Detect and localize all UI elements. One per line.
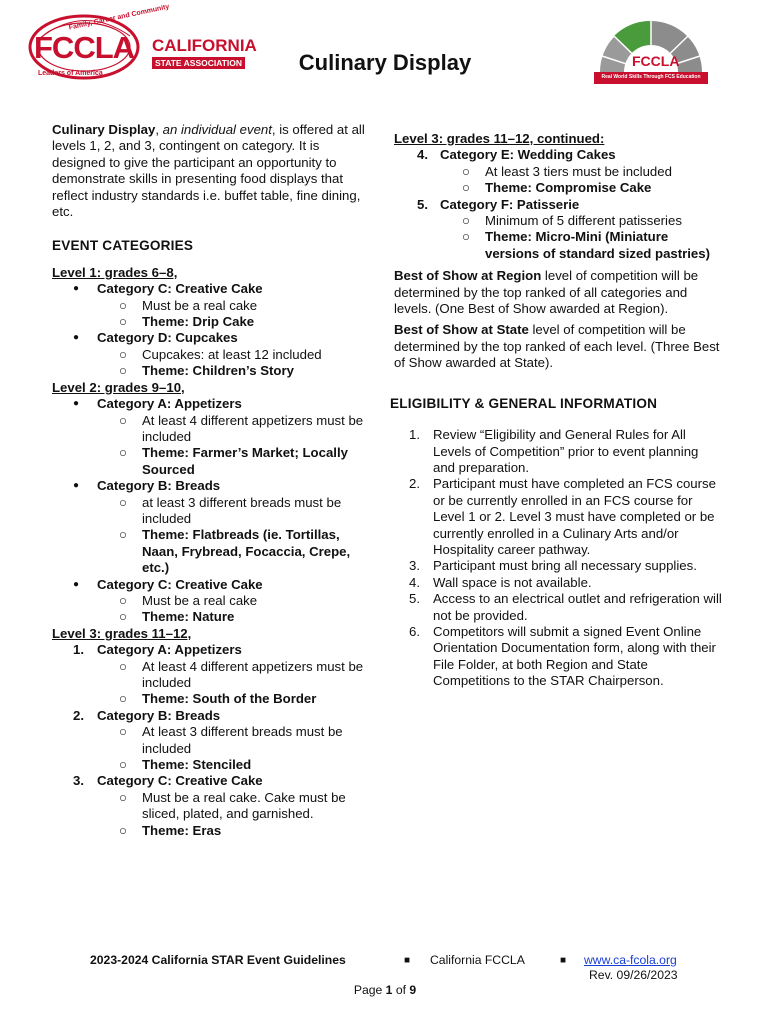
theme-item [394,229,724,262]
circle-bullet-icon: ○ [119,658,127,674]
requirement-item [394,164,724,180]
level3-list [52,642,370,839]
theme-item [52,527,370,576]
sub-item-text: Theme: Compromise Cake [485,180,652,196]
circle-bullet-icon: ○ [119,724,127,740]
sub-item-text: Theme: Children’s Story [142,363,294,379]
category-item [52,642,370,658]
best-region-paragraph [394,268,724,317]
best-region-rest: level of competition will be determined by the top ranked of all categories and levels. (One Best of Show awarded at Region). [394,268,699,317]
category-number: 3. [73,773,84,789]
level3-heading: Level 3: grades 11–12, [52,625,192,641]
category-label: Category C: Creative Cake [97,576,263,592]
category-item [52,773,370,789]
bullet-icon: ● [73,332,80,344]
requirement-item [52,593,370,609]
circle-bullet-icon: ○ [119,789,127,805]
category-label: Category A: Appetizers [97,642,242,658]
logo-acronym: FCCLA [34,30,135,65]
requirement-item [52,495,370,528]
footer-square-icon: ■ [404,955,411,966]
theme-item [52,691,370,707]
circle-bullet-icon: ○ [119,592,127,608]
right-logo-name: FCCLA [632,53,680,69]
eligibility-text: Participant must have completed an FCS course or be currently enrolled in an FCS course for Level 1 or 2. Level 3 must have completed or be currently enrolled in a Culinary Arts and/or Hospitality career pathway. [433,476,716,557]
category-number: 4. [417,147,428,163]
requirement-item [394,213,724,229]
theme-item [52,823,370,839]
best-region-bold: Best of Show at Region [394,268,542,284]
eligibility-text: Wall space is not available. [433,574,592,590]
best-state-paragraph [394,322,724,371]
eligibility-item [394,624,724,690]
eligibility-list [394,427,724,690]
bullet-icon: ● [73,283,80,295]
page-current: 1 [385,983,393,997]
eligibility-item [394,558,724,574]
circle-bullet-icon: ○ [462,229,470,245]
eligibility-number: 3. [409,558,420,574]
circle-bullet-icon: ○ [119,527,127,543]
logo-arc-bottom: Leaders of America [38,70,103,77]
circle-bullet-icon: ○ [462,163,470,179]
sub-item-text: Cupcakes: at least 12 included [142,346,322,362]
level1-list [52,281,370,379]
eligibility-text: Competitors will submit a signed Event Online Orientation Documentation form, along with their File Folder, at both Region and State Competitions to the STAR Chairperson. [433,623,716,689]
right-logo-tagline: Real World Skills Through FCS Education [601,74,701,80]
sub-item-text: Theme: Micro-Mini (Miniature versions of standard sized pastries) [485,229,710,261]
footer-link[interactable]: www.ca-fcola.org [584,953,677,967]
theme-item [52,609,370,625]
circle-bullet-icon: ○ [119,445,127,461]
intro-paragraph [52,122,370,220]
footer-square-icon-2: ■ [560,955,567,966]
category-item [52,330,370,346]
circle-bullet-icon: ○ [119,609,127,625]
category-label: Category B: Breads [97,707,221,723]
eligibility-heading: ELIGIBILITY & GENERAL INFORMATION [390,395,658,411]
category-label: Category A: Appetizers [97,396,242,412]
logo-org: CALIFORNIA [152,36,257,55]
category-item [52,577,370,593]
sub-item-text: At least 4 different appetizers must be included [142,412,364,444]
requirement-item [52,298,370,314]
requirement-item [52,413,370,446]
theme-item [52,445,370,478]
eligibility-text: Review “Eligibility and General Rules for All Levels of Competition” prior to event planning and preparation. [433,427,699,475]
category-number: 1. [73,642,84,658]
circle-bullet-icon: ○ [119,346,127,362]
category-label: Category C: Creative Cake [97,281,263,297]
level3-cont-heading: Level 3: grades 11–12, continued: [394,131,605,146]
sub-item-text: at least 3 different breads must be included [142,494,342,526]
sub-item-text: Theme: Flatbreads (ie. Tortillas, Naan, Frybread, Focaccia, Crepe, etc.) [142,527,351,576]
sub-item-text: At least 3 tiers must be included [485,163,672,179]
eligibility-text: Participant must bring all necessary supplies. [433,558,697,574]
best-state-rest: level of competition will be determined by the top ranked of each level. (Three Best of Show awarded at State). [394,322,720,371]
category-item [394,147,724,163]
eligibility-item [394,591,724,624]
circle-bullet-icon: ○ [119,297,127,313]
eligibility-text: Access to an electrical outlet and refrigeration will not be provided. [433,591,722,623]
footer-rev: Rev. 09/26/2023 [589,968,678,982]
category-item [52,396,370,412]
requirement-item [52,790,370,823]
category-label: Category C: Creative Cake [97,773,263,789]
sub-item-text: Theme: Farmer’s Market; Locally Sourced [142,445,348,477]
page-title: Culinary Display [298,50,472,75]
level1-heading: Level 1: grades 6–8, [52,264,178,280]
requirement-item [52,347,370,363]
page-total: 9 [409,983,417,997]
level2-list [52,396,370,626]
bullet-icon: ● [73,398,80,410]
logo-sub: STATE ASSOCIATION [152,57,245,69]
category-label: Category D: Cupcakes [97,330,238,346]
sub-item-text: Theme: Drip Cake [142,314,255,330]
category-number: 2. [73,707,84,723]
intro-rest: , is offered at all levels 1, 2, and 3, contingent on category. It is designed to give the participant an opportunity to demonstrate skills in presenting food displays that reflect industry standards i.e. buffet table, fine dining, etc. [52,122,365,220]
category-item [52,281,370,297]
intro-italic: an individual event [162,122,272,137]
bullet-icon: ● [73,480,80,492]
sub-item-text: At least 4 different appetizers must be included [142,658,364,690]
sub-item-text: Theme: Eras [142,822,222,838]
circle-bullet-icon: ○ [119,412,127,428]
eligibility-number: 1. [409,427,420,443]
circle-bullet-icon: ○ [119,363,127,379]
theme-item [52,363,370,379]
eligibility-number: 4. [409,574,420,590]
category-item [394,197,724,213]
circle-bullet-icon: ○ [119,494,127,510]
requirement-item [52,659,370,692]
theme-item [394,180,724,196]
eligibility-item [394,476,724,558]
eligibility-item [394,427,724,476]
bullet-icon: ● [73,578,80,590]
requirement-item [52,724,370,757]
sub-item-text: Must be a real cake [142,592,258,608]
intro-bold: Culinary Display [52,122,156,137]
circle-bullet-icon: ○ [119,314,127,330]
footer-guidelines: 2023-2024 California STAR Event Guidelines [90,953,346,967]
circle-bullet-icon: ○ [119,822,127,838]
level3-cont-list [394,147,724,262]
category-item [52,478,370,494]
circle-bullet-icon: ○ [119,691,127,707]
sub-item-text: Theme: Nature [142,609,235,625]
sub-item-text: Theme: South of the Border [142,691,317,707]
eligibility-number: 2. [409,476,420,492]
sub-item-text: At least 3 different breads must be included [142,724,343,756]
eligibility-number: 6. [409,623,420,639]
page-word: Page [353,983,383,997]
right-column [390,131,724,690]
sub-item-text: Must be a real cake. Cake must be sliced, plated, and garnished. [142,789,346,822]
best-state-bold: Best of Show at State [394,322,529,338]
theme-item [52,757,370,773]
category-label: Category F: Patisserie [440,196,580,212]
left-column [52,122,370,839]
footer-org: California FCCLA [430,953,525,967]
eligibility-item [394,575,724,591]
theme-item [52,314,370,330]
logo-arc-top: Family, Career and Community [68,3,171,32]
eligibility-number: 5. [409,591,420,607]
category-item [52,708,370,724]
circle-bullet-icon: ○ [462,213,470,229]
sub-item-text: Theme: Stenciled [142,757,252,773]
event-categories-heading: EVENT CATEGORIES [52,238,194,254]
category-label: Category B: Breads [97,478,221,494]
category-label: Category E: Wedding Cakes [440,147,616,163]
intro-sep: , [155,122,163,137]
circle-bullet-icon: ○ [462,180,470,196]
circle-bullet-icon: ○ [119,757,127,773]
sub-item-text: Must be a real cake [142,297,258,313]
category-number: 5. [417,196,428,212]
of-word: of [395,983,407,997]
level2-heading: Level 2: grades 9–10, [52,379,185,395]
sub-item-text: Minimum of 5 different patisseries [485,213,682,229]
page-number [0,982,770,998]
